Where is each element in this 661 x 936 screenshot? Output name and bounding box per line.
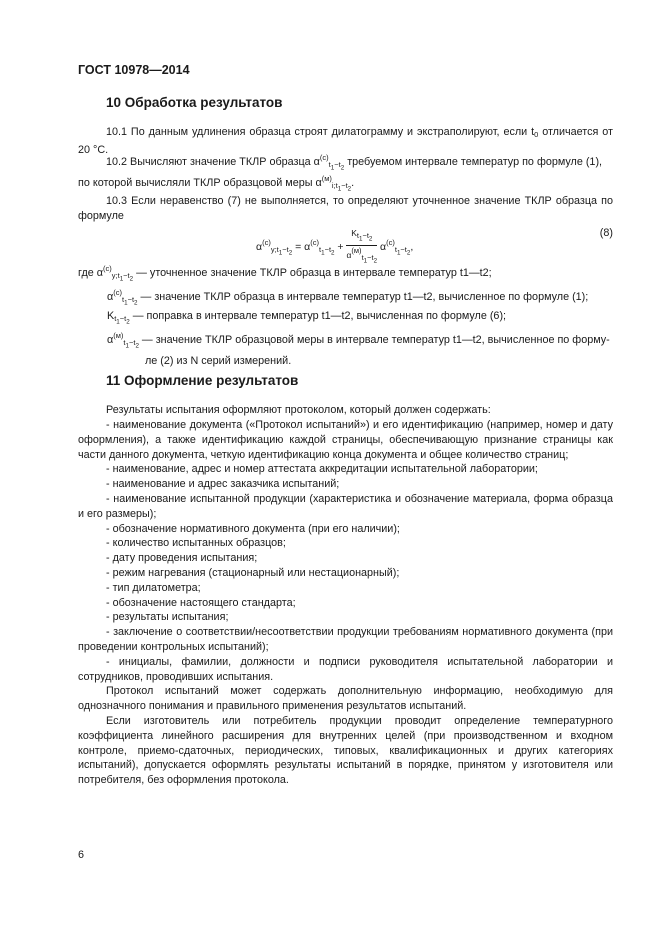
equation-number: (8): [599, 227, 613, 239]
page-number: 6: [78, 849, 85, 861]
paragraph-10-2: 10.2 Вычисляют значение ТКЛР образца $\alpha^{(с)}t_1-t_2$ требуемом интервале температур по формуле (1),: [106, 153, 603, 172]
list-item: - режим нагревания (стационарный или нестационарный);: [106, 566, 400, 579]
list-item: - наименование и адрес заказчика испытаний;: [106, 478, 340, 491]
protocol-contents-list: [78, 418, 613, 788]
list-item: - результаты испытания;: [106, 611, 229, 624]
list-item: - обозначение настоящего стандарта;: [106, 596, 296, 609]
list-item: - инициалы, фамилии, должности и подписи руководителя испытательной лаборатории и сотрудников, проводивших испытания.: [78, 655, 613, 683]
list-item: - тип дилатометра;: [106, 581, 201, 594]
section-10-title: 10 Обработка результатов: [106, 95, 283, 110]
document-header: ГОСТ 10978—2014: [78, 63, 190, 77]
formula-8: [78, 226, 613, 264]
list-item: - количество испытанных образцов;: [106, 537, 286, 550]
definition-alpha-c: $\alpha^{(с)}t_1-t_2$ — значение ТКЛР образца в интервале температур t1—t2, вычисленное по формуле (1);: [107, 288, 589, 307]
list-item: - заключение о соответствии/несоответствии продукции требованиям нормативного документа (при проведении контрольных испытаний);: [78, 626, 613, 653]
paragraph-10-3: 10.3 Если неравенство (7) не выполняется, то определяют уточненное значение ТКЛР образца по формуле: [78, 195, 613, 222]
list-item: - обозначение нормативного документа (при его наличии);: [106, 522, 400, 535]
list-item: - наименование, адрес и номер аттестата аккредитации испытательной лаборатории;: [106, 463, 538, 476]
formula-expression: $\alpha^{(с)}y;t_1-t_2 = \alpha^{(с)}t_1-t_2$ + $\frac{Kt_1-t_2}{\alpha(м)t_1-t_2}$ $\alpha^{(с)}t_1-t_2$,: [256, 228, 414, 264]
definition-alpha-m: $\alpha^{(м)}t_1-t_2$ — значение ТКЛР образцовой меры в интервале температур t1—t2, вычисленное по форму- ле (2) из N серий измерений.: [107, 331, 610, 368]
list-item: - наименование испытанной продукции (характеристика и обозначение материала, форма образца и его размеры);: [78, 492, 613, 520]
results-intro: Результаты испытания оформляют протоколом, который должен содержать:: [106, 404, 491, 416]
definition-alpha-y: где $\alpha^{(с)}y;t_1-t_2$ — уточненное значение ТКЛР образца в интервале температур t1—t2;: [78, 264, 492, 283]
definition-k: $Kt_1-t_2$ — поправка в интервале температур t1—t2, вычисленная по формуле (6);: [107, 310, 507, 326]
paragraph-10-2-cont: по которой вычисляли ТКЛР образцовой меры $\alpha^{(м)}i;t_1-t_2$.: [78, 174, 355, 193]
manufacturer-paragraph: Если изготовитель или потребитель продукции проводит определение температурного коэффициента линейного расширения для внутренних целей (при производственном и входном контроле, приемо-сдаточных, периодических, типовых, квалификационных и других категориях испытаний), допускается оформлять результаты испытаний в порядке, принятом у изготовителя или потребителя, без оформления протокола.: [78, 714, 613, 787]
paragraph-10-1: 10.1 По данным удлинения образца строят дилатограмму и экстраполируют, если t0 отличается от 20 °С.: [78, 126, 613, 156]
extra-info-paragraph: Протокол испытаний может содержать дополнительную информацию, необходимую для однозначного понимания и правильного применения результатов испытаний.: [78, 685, 613, 713]
list-item: - наименование документа («Протокол испытаний») и его идентификацию (например, номер и дату оформления), а также идентификацию каждой страницы, обеспечивающую признание страницы как части данного документа, четкую идентификацию конца документа и общее количество страниц;: [78, 419, 613, 461]
section-11-title: 11 Оформление результатов: [106, 373, 299, 388]
list-item: - дату проведения испытания;: [106, 552, 258, 565]
